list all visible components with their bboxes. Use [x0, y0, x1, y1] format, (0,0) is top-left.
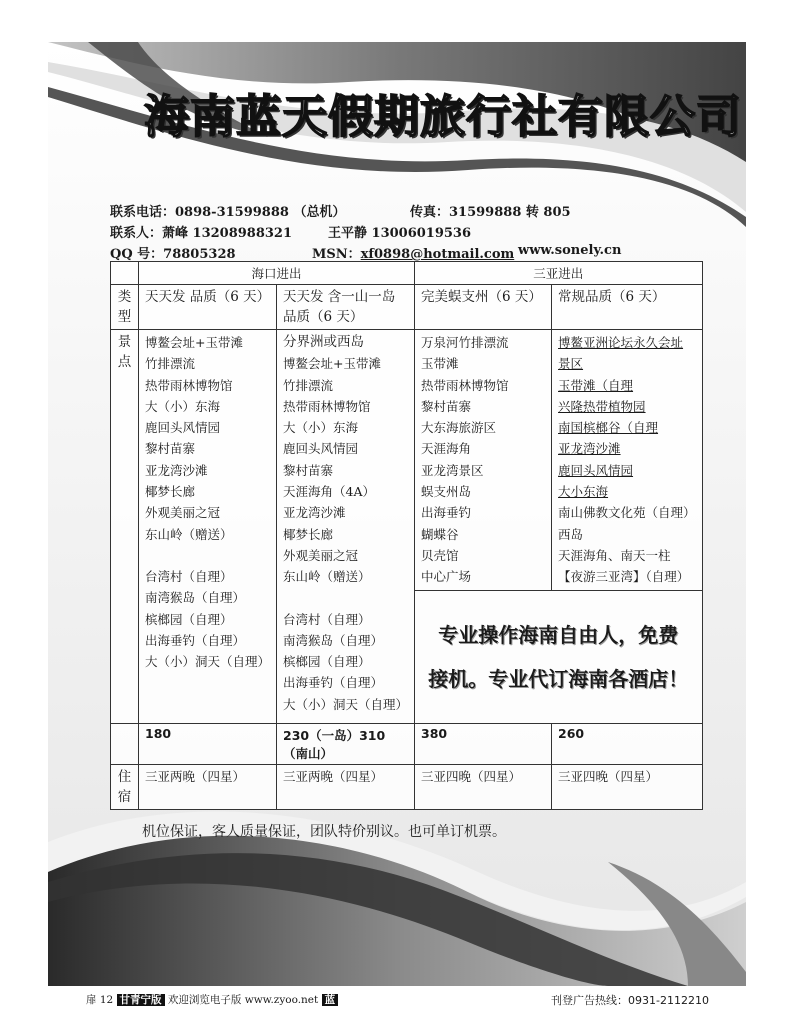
- spot-item: 外观美丽之冠: [283, 547, 359, 563]
- spots-row-a: [111, 330, 703, 591]
- spot-item: 亚龙湾沙滩: [283, 505, 346, 521]
- spot-item: 贝壳馆: [421, 547, 459, 563]
- col-3-price: 380: [415, 723, 552, 764]
- spot-item: 博鳌会址+玉带滩: [283, 356, 381, 372]
- optional-item: 槟榔园（自理）: [145, 611, 233, 627]
- group-header-row: [111, 262, 703, 285]
- spot-item: 大东海旅游区: [421, 420, 497, 436]
- spot-item: 黎村苗寨: [283, 462, 334, 478]
- spot-item: 竹排漂流: [145, 356, 196, 372]
- optional-item: 大（小）洞天（自理）: [145, 654, 271, 670]
- col-2-spots: [277, 330, 415, 724]
- stay-label: 住宿: [111, 764, 139, 809]
- spot-item: 蝴蝶谷: [421, 526, 459, 542]
- price-row: [111, 723, 703, 764]
- optional-item: 槟榔园（自理）: [283, 654, 371, 670]
- spot-item: 出海垂钓: [421, 505, 472, 521]
- spot-item: 【夜游三亚湾】（自理）: [558, 569, 690, 585]
- msn-email-link[interactable]: xf0898@hotmail.com: [360, 247, 515, 262]
- col-4-stay: 三亚四晚（四星）: [552, 764, 703, 809]
- edition-badge: 甘青宁版: [117, 994, 165, 1006]
- spot-item: 黎村苗寨: [421, 398, 472, 414]
- col-1-stay: 三亚两晚（四星）: [139, 764, 277, 809]
- type-row: [111, 285, 703, 330]
- promo-banner: [415, 590, 703, 723]
- price-label-cell: [111, 723, 139, 764]
- promo-line-1: 专业操作海南自由人，免费: [438, 622, 679, 647]
- guarantee-note: 机位保证，客人质量保证，团队特价别议。也可单订机票。: [142, 824, 506, 840]
- spot-item: 鹿回头风情园: [558, 462, 634, 478]
- optional-item: 南湾猴岛（自理）: [283, 632, 384, 648]
- spot-item: 东山岭（赠送）: [283, 569, 371, 585]
- spot-item: 鹿回头风情园: [145, 420, 221, 436]
- qq-text: QQ 号：78805328: [110, 247, 236, 262]
- spot-item: 中心广场: [421, 569, 472, 585]
- spot-item: 黎村苗寨: [145, 441, 196, 457]
- optional-item: 台湾村（自理）: [145, 568, 233, 584]
- optional-item: 出海垂钓（自理）: [145, 632, 246, 648]
- spot-item: 玉带滩: [421, 356, 459, 372]
- optional-item: 南湾猴岛（自理）: [145, 590, 246, 606]
- corner-cell: [111, 262, 139, 285]
- contact-person-1: 联系人：萧峰 13208988321: [110, 226, 293, 241]
- ad-hotline: 刊登广告热线：0931-2112210: [551, 994, 709, 1007]
- col-1-spots: [139, 330, 277, 724]
- spot-item: 大（小）东海: [145, 398, 221, 414]
- spot-item: 蜈支州岛: [421, 484, 472, 500]
- footer-left: [86, 992, 338, 1007]
- browse-text[interactable]: 欢迎浏览电子版 www.zyoo.net: [167, 994, 319, 1006]
- spot-item: 天涯海角（4A）: [283, 484, 375, 500]
- spot-item: 天涯海角、南天一柱: [558, 547, 671, 563]
- spot-item: 竹排漂流: [283, 377, 334, 393]
- spot-item-first: 分界洲或西岛: [283, 334, 365, 350]
- advertisement: [48, 42, 746, 986]
- col-2-header: 天天发 含一山一岛品质（6 天）: [277, 285, 415, 330]
- col-3-header: 完美蜈支州（6 天）: [415, 285, 552, 330]
- spot-item: 热带雨林博物馆: [145, 377, 233, 393]
- col-2-stay: 三亚两晚（四星）: [277, 764, 415, 809]
- spot-item: 大小东海: [558, 484, 609, 500]
- spot-item: 椰梦长廊: [145, 484, 196, 500]
- col-3-stay: 三亚四晚（四星）: [415, 764, 552, 809]
- col-4-spots: [552, 330, 703, 591]
- tour-table: [110, 261, 703, 810]
- col-1-header: 天天发 品质（6 天）: [139, 285, 277, 330]
- spot-item: 热带雨林博物馆: [421, 377, 509, 393]
- spot-item: 外观美丽之冠: [145, 505, 221, 521]
- spot-item: 博鳌会址+玉带滩: [145, 335, 243, 350]
- spot-item: 大（小）东海: [283, 420, 359, 436]
- optional-item: 出海垂钓（自理）: [283, 675, 384, 691]
- spot-item: 景区: [558, 356, 584, 372]
- spot-item: 南山佛教文化苑（自理）: [558, 505, 696, 521]
- spot-item: 热带雨林博物馆: [283, 398, 371, 414]
- group-haikou: 海口进出: [139, 262, 415, 285]
- stay-row: [111, 764, 703, 809]
- group-sanya: 三亚进出: [415, 262, 703, 285]
- optional-item: 台湾村（自理）: [283, 611, 371, 627]
- type-label: 类型: [111, 285, 139, 330]
- col-4-header: 常规品质（6 天）: [552, 285, 703, 330]
- spot-item: 万泉河竹排漂流: [421, 335, 509, 350]
- spot-item: 亚龙湾沙滩: [558, 441, 621, 457]
- spot-item: 东山岭（赠送）: [145, 526, 233, 542]
- col-2-price: 230（一岛）310（南山）: [277, 723, 415, 764]
- col-1-price: 180: [139, 723, 277, 764]
- promo-line-2: 接机。专业代订海南各酒店！: [428, 666, 689, 691]
- fax-text: 传真：31599888 转 805: [410, 205, 571, 220]
- col-4-price: 260: [552, 723, 703, 764]
- spot-item: 兴隆热带植物园: [558, 398, 646, 414]
- page-number: 扉 12: [86, 994, 114, 1006]
- agency-title: 海南蓝天假期旅行社有限公司: [144, 90, 743, 143]
- color-tag: 蓝: [322, 994, 339, 1006]
- spot-item: 鹿回头风情园: [283, 441, 359, 457]
- msn-label: MSN：: [312, 247, 361, 262]
- spot-item: 天涯海角: [421, 441, 472, 457]
- spot-item: 亚龙湾景区: [421, 462, 484, 478]
- spot-item: 西岛: [558, 526, 584, 542]
- phone-text: 联系电话：0898-31599888 （总机）: [110, 205, 346, 220]
- website-text[interactable]: www.sonely.cn: [518, 243, 622, 258]
- optional-item: 大（小）洞天（自理）: [283, 696, 409, 712]
- msn-text: [312, 243, 514, 262]
- col-3-spots: [415, 330, 552, 591]
- spot-item: 南国槟榔谷（自理: [558, 420, 659, 436]
- spot-item: 椰梦长廊: [283, 526, 334, 542]
- spots-label: 景点: [111, 330, 139, 724]
- spot-item: 博鳌亚洲论坛永久会址: [558, 335, 684, 350]
- contact-person-2: 王平静 13006019536: [328, 226, 472, 241]
- spot-item: 玉带滩（自理: [558, 377, 634, 393]
- spot-item: 亚龙湾沙滩: [145, 462, 208, 478]
